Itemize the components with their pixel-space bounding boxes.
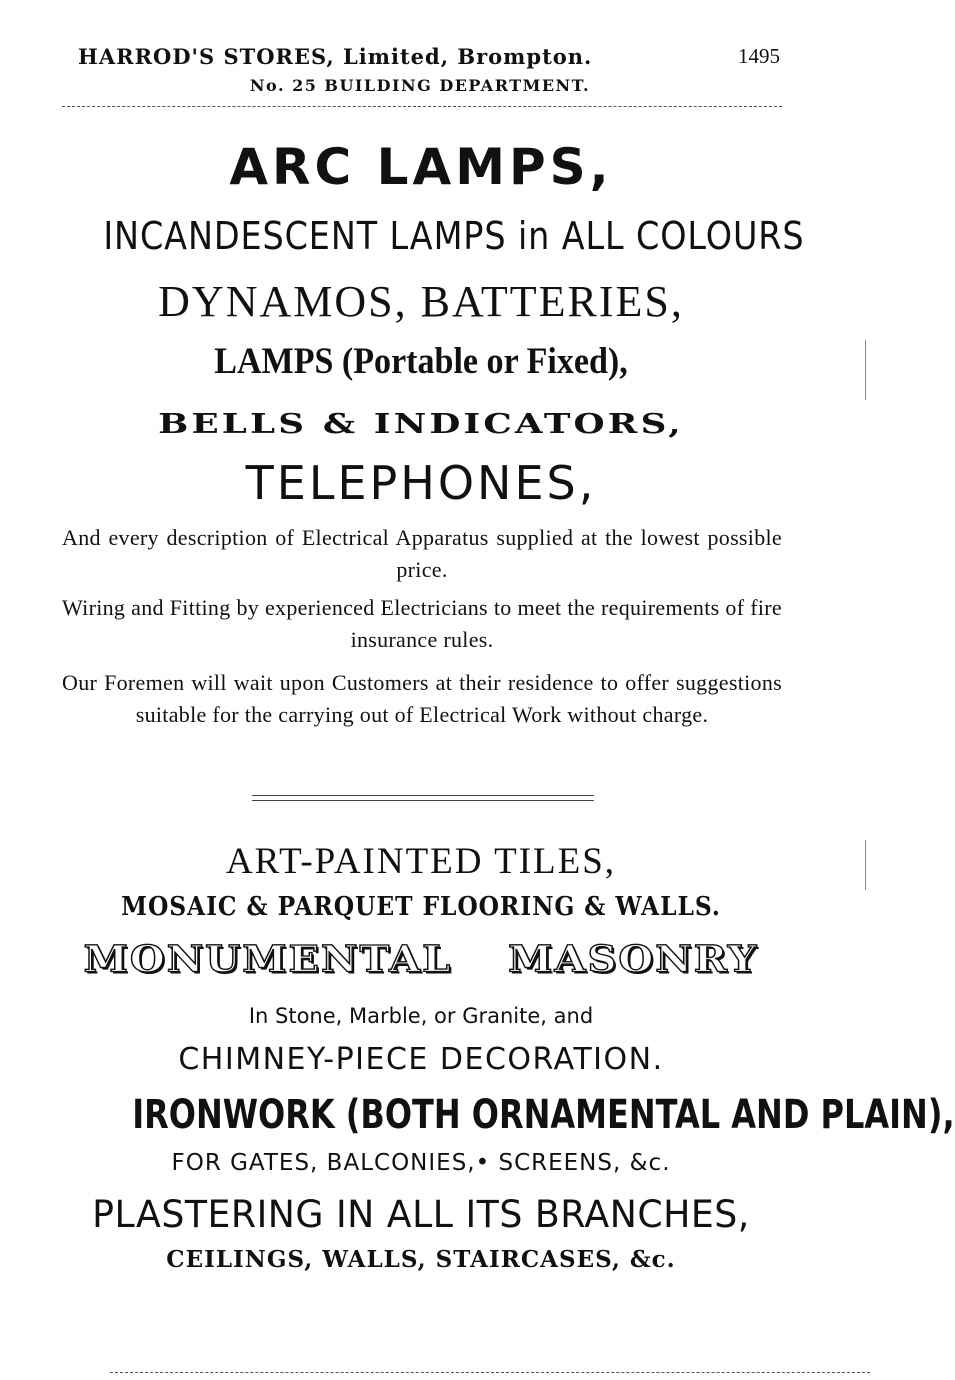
ceilings-line: CEILINGS, WALLS, STAIRCASES, &c. (166, 1246, 676, 1273)
incandescent-lamps-heading: INCANDESCENT LAMPS in ALL COLOURS (103, 214, 805, 258)
apparatus-paragraph: And every description of Electrical Apparatus supplied at the lowest possible price. (62, 525, 782, 582)
page-edge-mark (865, 340, 866, 400)
tiles-heading: ART-PAINTED TILES, (225, 841, 617, 882)
header-rule (62, 106, 782, 107)
mosaic-heading: MOSAIC & PARQUET FLOORING & WALLS. (121, 892, 721, 922)
lamps-heading: LAMPS (Portable or Fixed), (214, 341, 628, 382)
arc-lamps-heading: ARC LAMPS, (229, 138, 613, 196)
bottom-rule (110, 1372, 870, 1373)
bells-heading: BELLS & INDICATORS, (158, 408, 684, 440)
store-heading: HARROD'S STORES, Limited, Brompton. (78, 44, 593, 69)
department-heading: No. 25 BUILDING DEPARTMENT. (249, 76, 591, 95)
page-number: 1495 (738, 44, 780, 68)
section-divider-top (252, 795, 594, 796)
monumental-masonry-heading: MONUMENTAL MASONRY (83, 938, 759, 981)
wiring-paragraph: Wiring and Fitting by experienced Electricians to meet the requirements of fire insurance rules. (62, 595, 782, 652)
plastering-heading: PLASTERING IN ALL ITS BRANCHES, (92, 1193, 750, 1236)
dynamos-heading: DYNAMOS, BATTERIES, (158, 277, 684, 326)
section-divider-bottom (252, 800, 594, 801)
chimney-heading: CHIMNEY-PIECE DECORATION. (178, 1042, 664, 1077)
foremen-paragraph: Our Foremen will wait upon Customers at their residence to offer suggestions suitable for the carrying out of Electrical Work without charge. (62, 670, 782, 727)
ironwork-heading: IRONWORK (BOTH ORNAMENTAL AND PLAIN), (132, 1092, 955, 1138)
gates-line: FOR GATES, BALCONIES,• SCREENS, &c. (171, 1150, 671, 1176)
page-edge-mark (865, 840, 866, 890)
stone-line: In Stone, Marble, or Granite, and (248, 1004, 594, 1028)
telephones-heading: TELEPHONES, (245, 456, 597, 510)
